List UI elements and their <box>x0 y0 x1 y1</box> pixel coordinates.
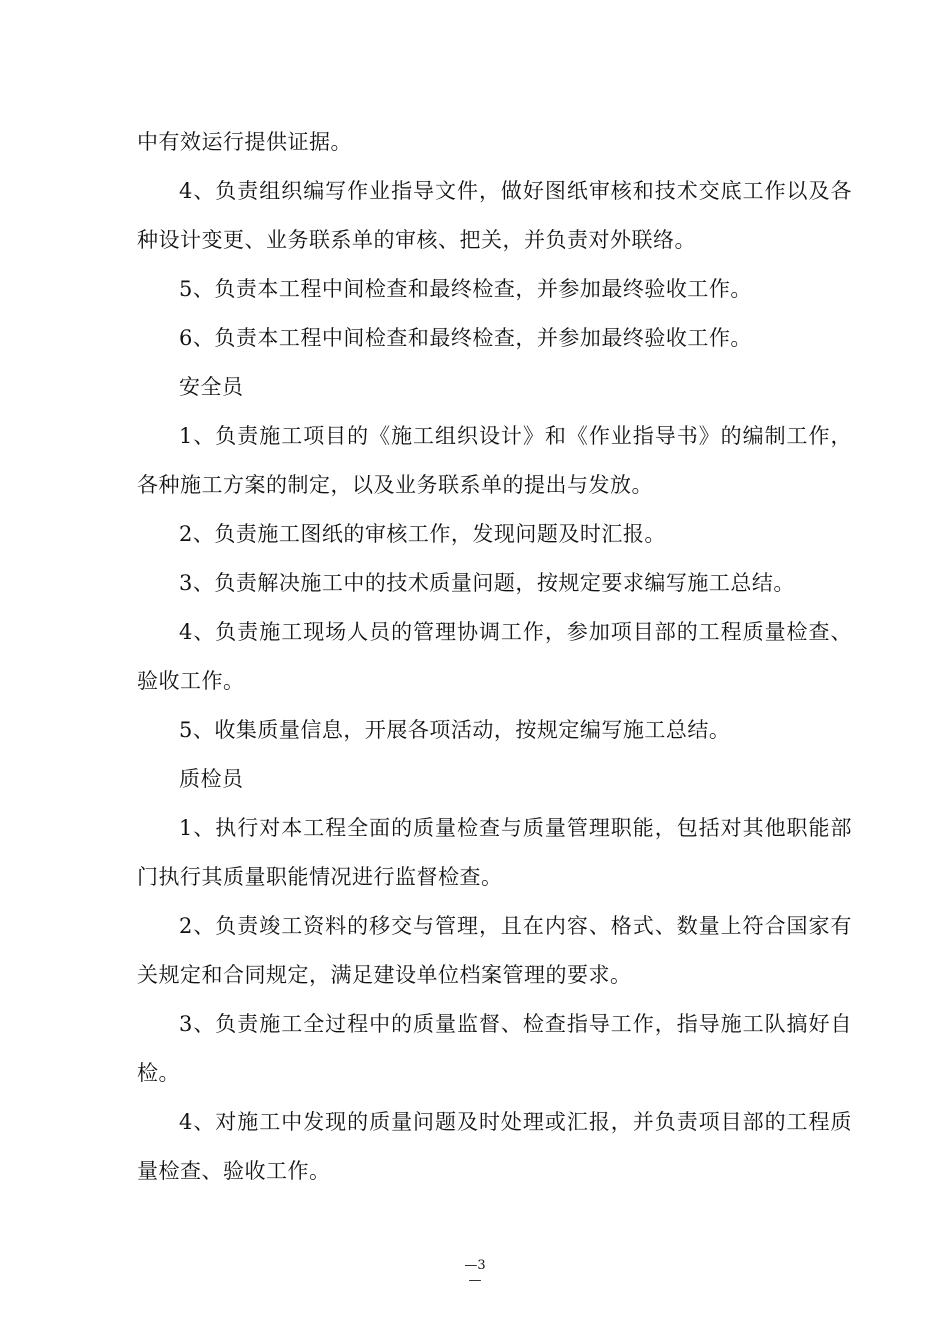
paragraph-item: 3、负责施工全过程中的质量监督、检查指导工作，指导施工队搞好自检。 <box>137 1012 852 1085</box>
document-body <box>137 118 852 1196</box>
paragraph-item: 3、负责解决施工中的技术质量问题，按规定要求编写施工总结。 <box>179 571 795 595</box>
paragraph-continuation: 中有效运行提供证据。 <box>137 130 352 154</box>
page-number-dash: — <box>468 1273 482 1288</box>
section-heading-safety-officer: 安全员 <box>179 375 244 399</box>
paragraph-item: 5、负责本工程中间检查和最终检查，并参加最终验收工作。 <box>179 277 752 301</box>
paragraph-item: 1、执行对本工程全面的质量检查与质量管理职能，包括对其他职能部门执行其质量职能情况进行监督检查。 <box>137 816 852 889</box>
paragraph-item: 2、负责竣工资料的移交与管理，且在内容、格式、数量上符合国家有关规定和合同规定，满足建设单位档案管理的要求。 <box>137 914 852 987</box>
paragraph-item: 1、负责施工项目的《施工组织设计》和《作业指导书》的编制工作，各种施工方案的制定，以及业务联系单的提出与发放。 <box>137 424 852 497</box>
page-number: —3 <box>464 1258 486 1273</box>
section-heading-quality-inspector: 质检员 <box>179 767 244 791</box>
paragraph-item: 2、负责施工图纸的审核工作，发现问题及时汇报。 <box>179 522 666 546</box>
paragraph-item: 4、负责施工现场人员的管理协调工作，参加项目部的工程质量检查、验收工作。 <box>137 620 852 693</box>
paragraph-item: 6、负责本工程中间检查和最终检查，并参加最终验收工作。 <box>179 326 752 350</box>
paragraph-item: 5、收集质量信息，开展各项活动，按规定编写施工总结。 <box>179 718 731 742</box>
page-number-footer <box>0 1258 950 1288</box>
paragraph-item: 4、对施工中发现的质量问题及时处理或汇报，并负责项目部的工程质量检查、验收工作。 <box>137 1110 852 1183</box>
paragraph-item: 4、负责组织编写作业指导文件，做好图纸审核和技术交底工作以及各种设计变更、业务联系单的审核、把关，并负责对外联络。 <box>137 179 852 252</box>
